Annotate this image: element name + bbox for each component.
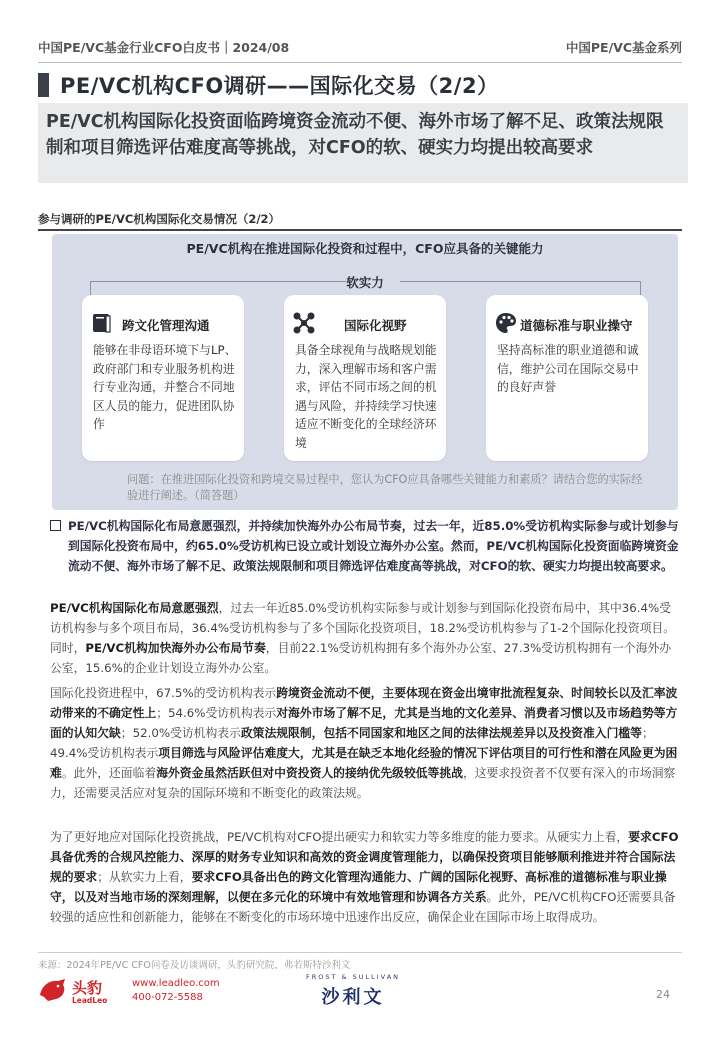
paragraph-text: 为了更好地应对国际化投资挑战，PE/VC机构对CFO提出硬实力和软实力等多维度的能力要求。从硬实力上看，	[50, 830, 629, 844]
website-link[interactable]: www.leadleo.com	[132, 978, 220, 989]
leadleo-logo	[38, 975, 288, 1005]
card-title: 道德标准与职业操守	[520, 318, 633, 333]
page-title-block	[38, 70, 682, 100]
card-body: 具备全球视角与战略规划能力，深入理解市场和客户需求，评估不同市场之间的机遇与风险，并持续学习快速适应不断变化的全球经济环境	[295, 343, 437, 450]
phone-number: 400-072-5588	[132, 992, 203, 1003]
page-title: PE/VC机构CFO调研——国际化交易（2/2）	[60, 74, 499, 98]
paragraph-text: 国际化投资进程中，67.5%的受访机构表示	[50, 686, 277, 700]
header-divider	[38, 62, 682, 63]
key-finding-bullet	[50, 516, 682, 576]
brand-name-en: LeadLeo	[72, 996, 108, 1005]
paragraph-text: ；从软实力上看，	[97, 870, 192, 884]
title-accent-bar	[38, 73, 49, 97]
survey-question: 问题：在推进国际化投资和跨境交易过程中，您认为CFO应具备哪些关键能力和素质？请结合您的实际经验进行阐述。（简答题）	[127, 473, 643, 502]
fs-logo-en: FROST & SULLIVAN	[305, 973, 401, 981]
body-paragraph	[50, 827, 682, 927]
card-title: 跨文化管理沟通	[122, 318, 210, 333]
paragraph-text: ，这要求投资者不仅要有深入的市场洞察力，还需要灵活应对复杂的国际环境和不断变化的政策法规。	[50, 766, 676, 800]
emphasis-text: 政策法规限制，包括不同国家和地区之间的法律法规差异以及投资准入门槛等	[240, 726, 642, 740]
page-header	[38, 36, 682, 58]
frost-sullivan-logo	[298, 973, 408, 1009]
summary-box: PE/VC机构国际化投资面临跨境资金流动不便、海外市场了解不足、政策法规限制和项目筛选评估难度高等挑战，对CFO的软、硬实力均提出较高要求	[38, 103, 688, 183]
emphasis-text: 项目筛选与风险评估难度大，尤其是在缺乏本地化经验的情况下评估项目的可行性和潜在风险更为困难	[50, 746, 678, 780]
card-title: 国际化视野	[344, 318, 407, 333]
paragraph-text: ，过去一年近85.0%受访机构实际参与或计划参与到国际化投资布局中，其中36.4%受访机构参与多个项目布局，36.4%受访机构参与了多个国际化投资项目，18.2%受访机构参与了1-2个国际化投资项目。同时，	[50, 601, 676, 655]
bullet-text: PE/VC机构国际化布局意愿强烈，并持续加快海外办公布局节奏，过去一年，近85.0%受访机构实际参与或计划参与到国际化投资布局中，约65.0%受访机构已设立或计划设立海外办公室。然而，PE/VC机构国际化投资面临跨境资金流动不便、海外市场了解不足、政策法规限制和项目筛选评估难度高等挑战，对CFO的软、硬实力均提出较高要求。	[68, 519, 679, 573]
figure-caption: 参与调研的PE/VC机构国际化交易情况（2/2）	[38, 212, 281, 226]
connector-right	[400, 281, 640, 282]
header-right: 中国PE/VC基金系列	[565, 40, 682, 55]
card-body: 坚持高标准的职业道德和诚信，维护公司在国际交易中的良好声誉	[497, 343, 639, 394]
paragraph-text: ；54.6%受访机构表示	[156, 706, 277, 720]
fs-logo-cn: 沙利文	[321, 987, 385, 1008]
card-cross-culture	[82, 295, 244, 461]
connector-drop-left	[90, 281, 91, 295]
paragraph-text: 。此外，PE/VC机构CFO还需要具备较强的适应性和创新能力，能够在不断变化的市场环境中迅速作出反应，确保企业在国际市场上取得成功。	[50, 890, 676, 924]
paragraph-text: 。此外，还面临着	[61, 766, 157, 780]
footer-divider	[38, 952, 682, 953]
emphasis-text: 要求CFO具备出色的跨文化管理沟通能力、广阔的国际化视野、高标准的道德标准与职业操守，以及对当地市场的深刻理解，以便在多元化的环境中有效地管理和协调各方关系	[50, 870, 667, 904]
header-left: 中国PE/VC基金行业CFO白皮书｜2024/08	[38, 40, 290, 55]
card-body: 能够在非母语环境下与LP、政府部门和专业服务机构进行专业沟通，并整合不同地区人员的能力，促进团队协作	[93, 343, 237, 431]
card-global-vision	[284, 295, 446, 461]
card-ethics	[486, 295, 648, 461]
emphasis-text: 跨境资金流动不便，主要体现在资金出境审批流程复杂、时间较长以及汇率波动带来的不确定性上	[50, 686, 678, 720]
connector-left	[90, 281, 346, 282]
emphasis-text: PE/VC机构国际化布局意愿强烈	[50, 601, 219, 615]
page-number: 24	[656, 988, 670, 1001]
body-paragraph	[50, 598, 682, 678]
body-paragraph	[50, 683, 682, 803]
leopard-icon	[38, 977, 68, 1003]
brand-name: 头豹	[72, 979, 103, 997]
diagram-subtitle: 软实力	[346, 275, 384, 290]
source-note: 来源：2024年PE/VC CFO问卷及访谈调研，头豹研究院，弗若斯特沙利文	[38, 960, 351, 971]
caption-divider	[38, 229, 682, 231]
emphasis-text: 海外资金虽然活跃但对中资投资人的接纳优先级较低等挑战	[156, 766, 463, 780]
checkbox-bullet-icon	[50, 520, 61, 531]
paragraph-text: ；52.0%受访机构表示	[120, 726, 241, 740]
diagram-title: PE/VC机构在推进国际化投资和过程中，CFO应具备的关键能力	[186, 241, 544, 256]
emphasis-text: 要求CFO具备优秀的合规风控能力、深厚的财务专业知识和高效的资金调度管理能力，以确保投资项目能够顺利推进并符合国际法规的要求	[50, 830, 679, 884]
capability-diagram	[52, 234, 678, 510]
connector-drop-right	[640, 281, 641, 295]
palette-icon	[494, 311, 518, 335]
emphasis-text: 对海外市场了解不足，尤其是当地的文化差异、消费者习惯以及市场趋势等方面的认知欠缺	[50, 706, 678, 740]
paragraph-text: ；49.4%受访机构表示	[50, 726, 654, 760]
globe-network-icon	[292, 311, 316, 335]
book-icon	[90, 311, 114, 335]
emphasis-text: PE/VC机构加快海外办公布局节奏	[85, 641, 266, 655]
paragraph-text: ，目前22.1%受访机构拥有多个海外办公室、27.3%受访机构拥有一个海外办公室，15.6%的企业计划设立海外办公室。	[50, 641, 672, 675]
